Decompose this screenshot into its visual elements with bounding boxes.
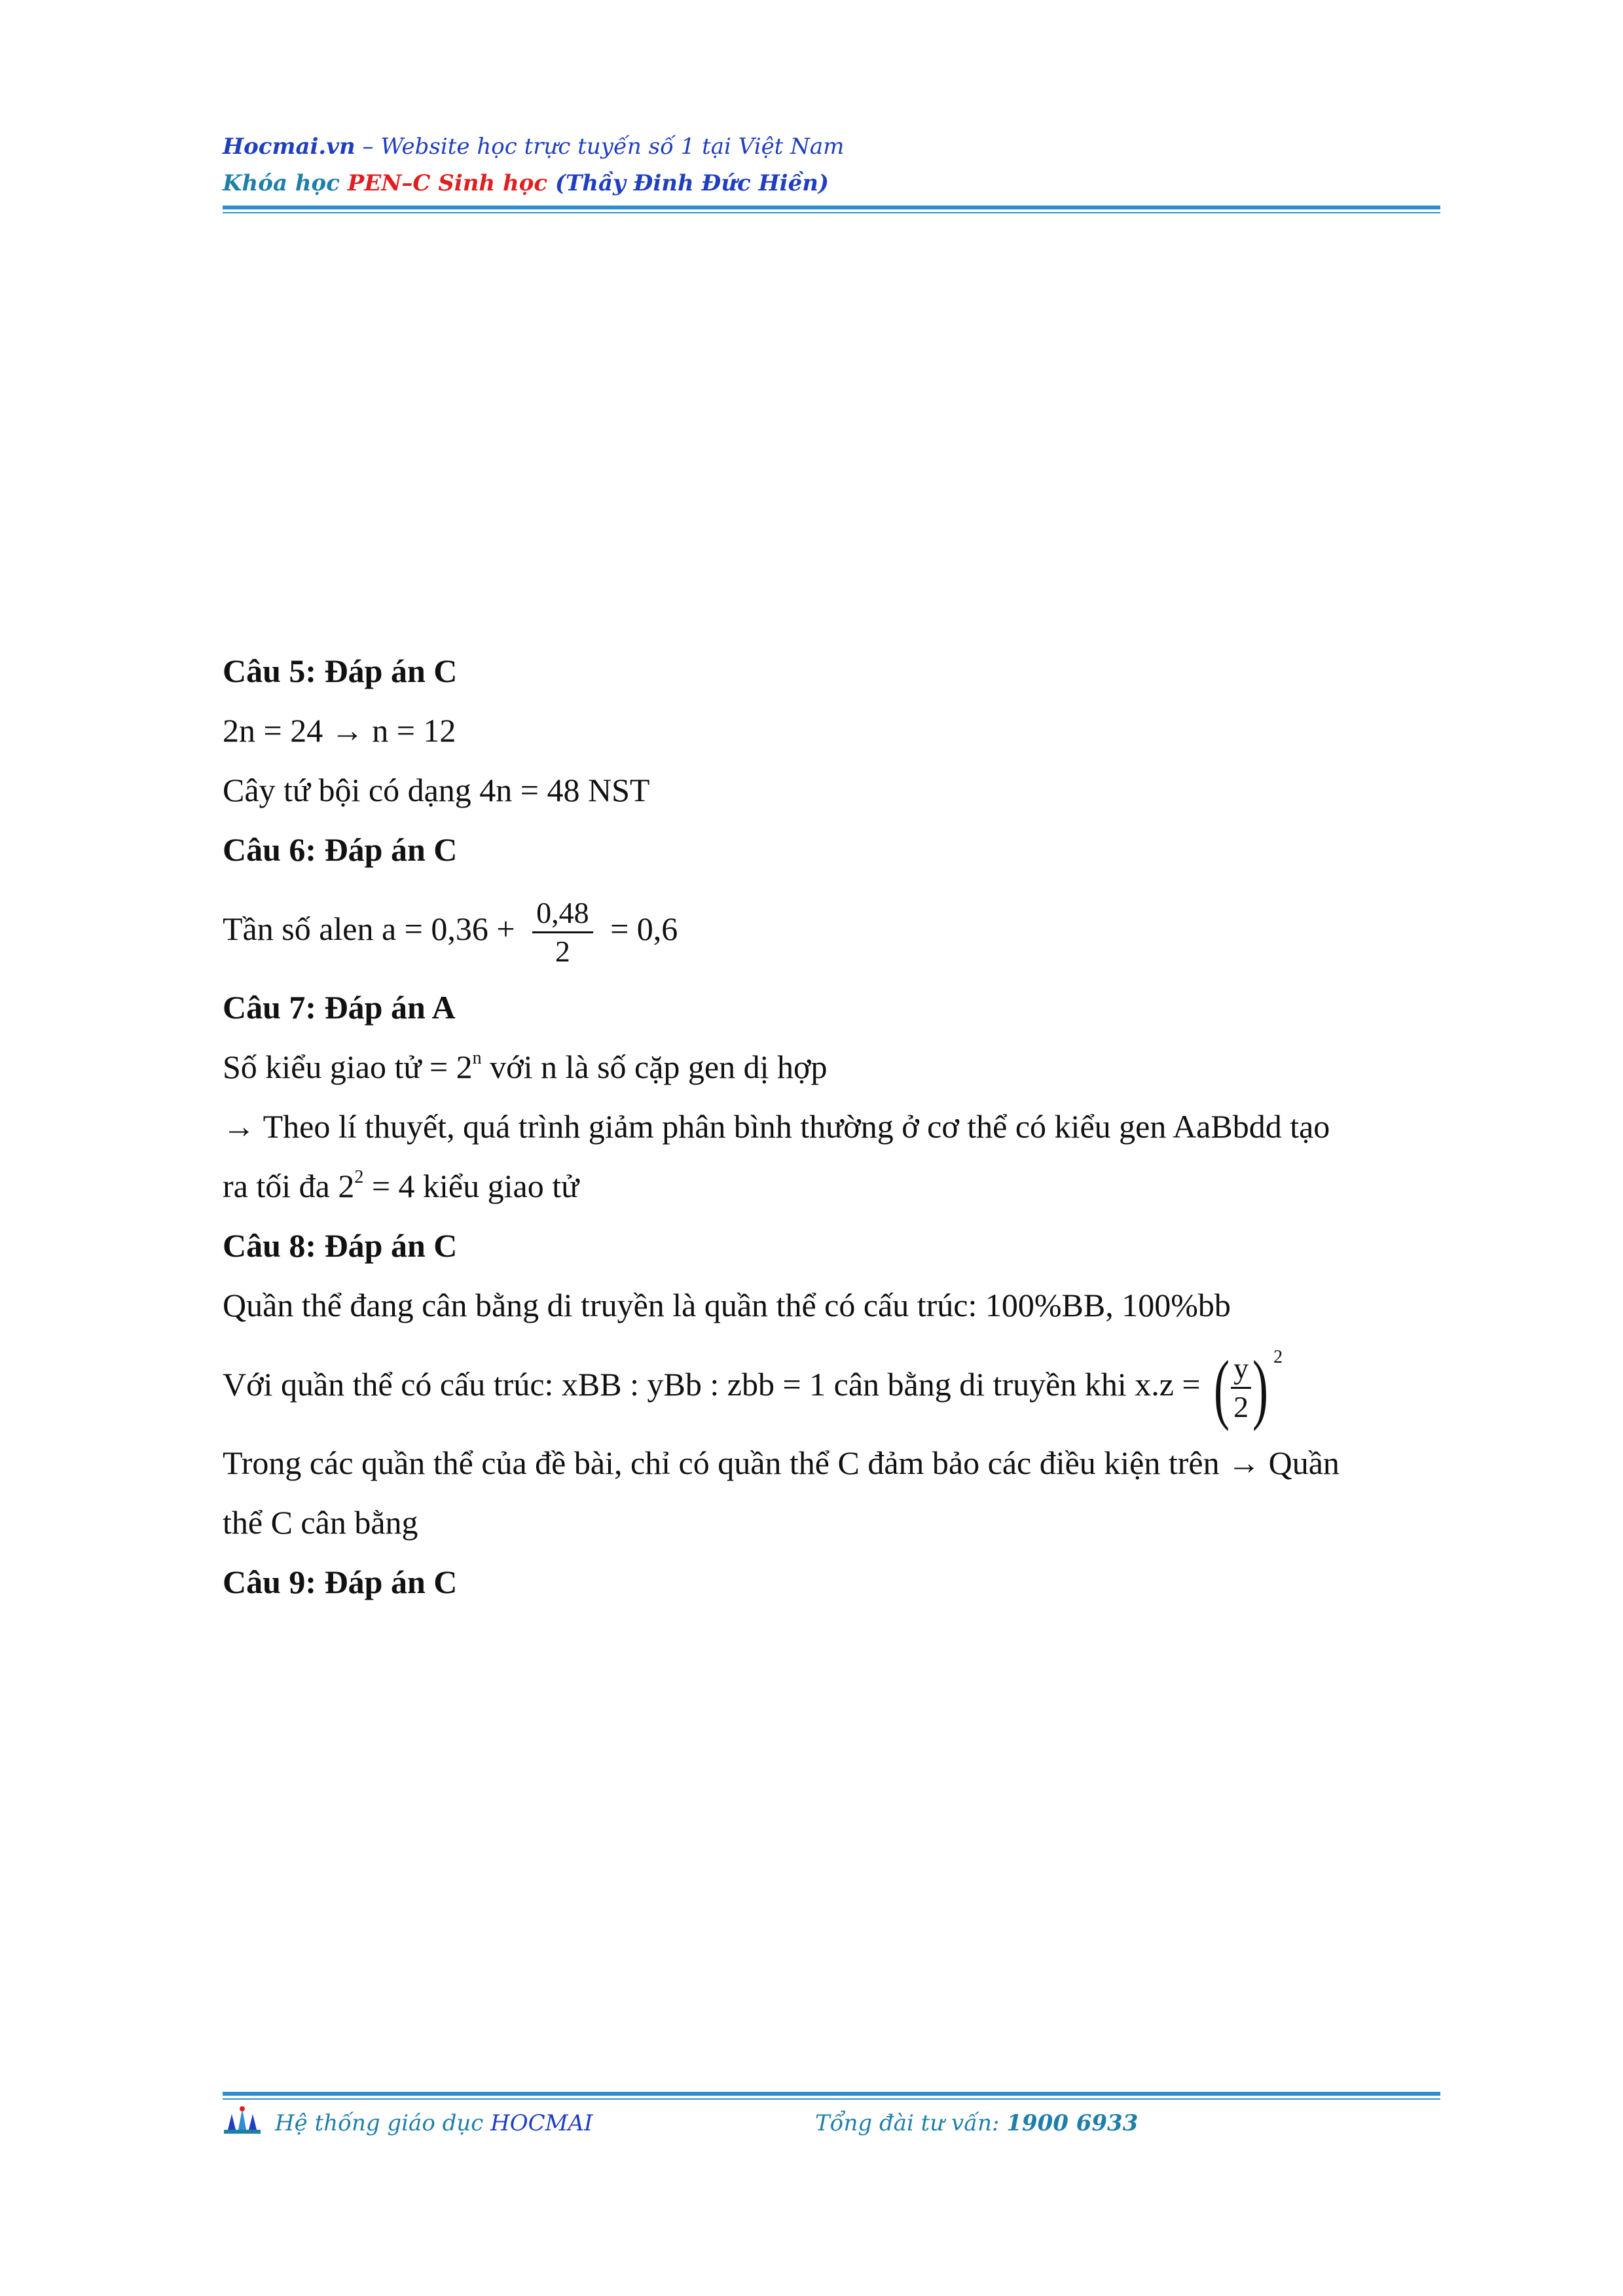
footer-divider [223,2092,1440,2096]
question-8-formula [223,1335,1440,1433]
q7-l3-base: 2 [338,1168,355,1204]
header-line-2 [223,165,1440,202]
header-divider-thin [223,212,1440,213]
q7-l3-prefix: ra tối đa [223,1168,338,1204]
course-prefix: Khóa học [223,170,348,196]
question-5-line-2: Cây tứ bội có dạng 4n = 48 NST [223,772,650,808]
question-7-title: Câu 7: Đáp án A [223,989,456,1026]
footer-right-text [815,2104,1138,2143]
question-7-line-3 [223,1157,1440,1216]
header-dash: – [355,134,381,160]
left-paren: ( [1214,1344,1230,1431]
question-8-title: Câu 8: Đáp án C [223,1227,458,1264]
q8-fraction [1231,1350,1251,1426]
question-9-title: Câu 9: Đáp án C [223,1564,458,1600]
footer-left-text [275,2104,593,2143]
question-6-formula [223,880,1440,978]
question-5-title: Câu 5: Đáp án C [223,653,458,689]
question-8-line-4: thể C cân bằng [223,1504,418,1541]
q6-numerator: 0,48 [532,895,593,933]
teacher-name: (Thầy Đinh Đức Hiền) [547,170,830,196]
header-line-1 [223,128,1440,165]
site-name[interactable]: Hocmai.vn [223,134,356,160]
question-6-title: Câu 6: Đáp án C [223,831,458,868]
question-7-line-1 [223,1037,1440,1097]
q8-denominator: 2 [1233,1390,1249,1424]
q8-numerator: y [1231,1350,1251,1389]
q8-exp: 2 [1273,1347,1283,1367]
question-7-line-2: → Theo lí thuyết, quá trình giảm phân bình thường ở cơ thể có kiểu gen AaBbdd tạo [223,1108,1330,1145]
q7-l3-exp: 2 [354,1167,364,1187]
hocmai-logo-icon [223,2105,262,2135]
header-tagline: Website học trực tuyến số 1 tại Việt Nam [380,134,845,160]
q7-l1-suffix: với n là số cặp gen dị hợp [481,1049,828,1085]
right-paren: ) [1252,1344,1269,1431]
footer-system-label: Hệ thống giáo dục [275,2110,491,2136]
q6-prefix: Tần số alen a = 0,36 + [223,910,524,947]
answer-content [223,641,1440,1612]
q6-denominator: 2 [555,935,570,969]
footer-divider-thin [223,2098,1440,2100]
question-8-line-1: Quần thể đang cân bằng di truyền là quần thể có cấu trúc: 100%BB, 100%bb [223,1287,1231,1323]
q7-l1-prefix: Số kiểu giao tử = [223,1049,456,1085]
hotline-label: Tổng đài tư vấn: [815,2110,1007,2136]
page-footer [223,2104,1440,2143]
header-divider [223,206,1440,209]
hotline-number[interactable]: 1900 6933 [1006,2110,1139,2136]
q7-l1-base: 2 [456,1049,473,1085]
course-name: PEN–C Sinh học [347,170,548,196]
question-8-line-3: Trong các quần thể của đề bài, chỉ có quần thể C đảm bảo các điều kiện trên → Quần [223,1444,1340,1481]
q6-suffix: = 0,6 [602,910,678,947]
q6-fraction [532,895,593,970]
q7-l1-exp: n [472,1048,482,1068]
footer-brand[interactable]: HOCMAI [490,2110,593,2136]
q7-l3-suffix: = 4 kiểu giao tử [363,1168,579,1204]
page-header [223,128,1440,202]
question-5-line-1: 2n = 24 → n = 12 [223,712,456,749]
q8-l2-prefix: Với quần thể có cấu trúc: xBB : yBb : zbb = 1 cân bằng di truyền khi x.z = [223,1366,1209,1403]
